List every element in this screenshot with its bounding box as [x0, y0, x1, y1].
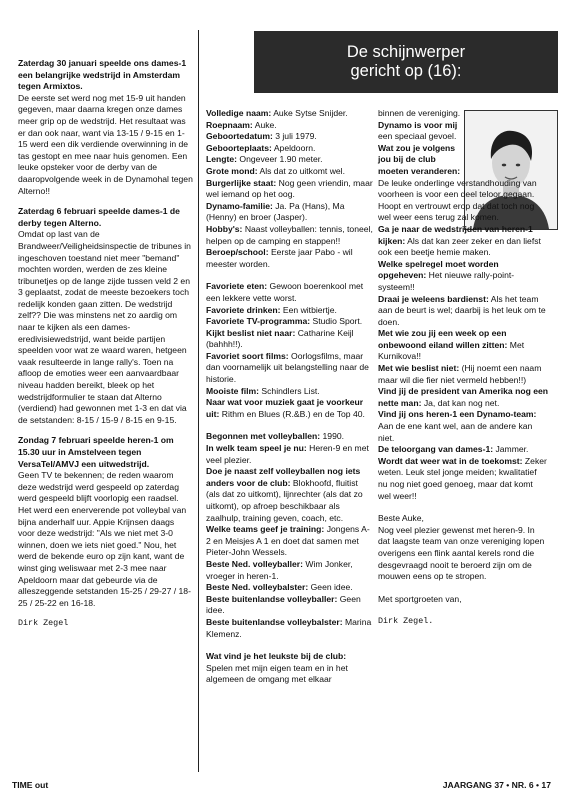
interview-answer: Auke.	[254, 119, 277, 130]
interview-column-right	[378, 108, 548, 628]
interview-answer: Auke Sytse Snijder.	[273, 108, 348, 118]
interview-entry	[378, 108, 464, 120]
interview-entry	[206, 351, 374, 386]
interview-question: Beste buitenlandse volleyballer:	[206, 593, 338, 604]
interview-answer: Heren-9 en met veel plezier.	[206, 443, 369, 465]
interview-entry	[378, 328, 548, 363]
interview-entry	[206, 201, 374, 224]
interview-answer: Ongeveer 1.90 meter.	[239, 154, 323, 165]
match-report-1-body: De eerste set werd nog met 15-9 uit handen gegeven, maar daarna kregen onze dames meer grip op de wedstrijd. Het resultaat was er dan ook naar, want via 13-15 / 9-15 en 1-15 werd een dik verdiende overwinning in de tas gestopt en mee naar huis genomen. Een leuke opsteker voor de derby van de daaropvolgende week in de Dynamohal tegen Alterno!!	[18, 92, 193, 196]
interview-question: Favoriete drinken:	[206, 304, 281, 315]
interview-answer: Nog geen vriendin, maar wel iemand op het oog.	[206, 177, 373, 200]
interview-question: Favoriete TV-programma:	[206, 316, 311, 327]
interview-answer: Gewoon boerenkool met een lekkere vette worst.	[206, 281, 364, 303]
interview-answer: binnen de vereniging.	[378, 108, 461, 118]
interview-entry	[378, 120, 464, 143]
interview-column	[206, 108, 374, 686]
interview-question: Naar wat voor muziek gaat je voorkeur uit:	[206, 397, 364, 419]
interview-question: Doe je naast zelf volleyballen nog iets anders voor de club:	[206, 466, 361, 488]
interview-answer: Geen idee.	[206, 593, 361, 616]
interview-question: Kijkt beslist niet naar:	[206, 327, 296, 338]
interview-right-narrow	[378, 108, 464, 178]
closing-greeting: Met sportgroeten van,	[378, 593, 462, 604]
interview-answer: Jongens A-2 en Meisjes A 1 en doet dat samen met Pieter-John Wessels.	[206, 524, 370, 558]
interview-answer: Studio Sport.	[312, 316, 363, 327]
interview-answer: (Hij noemt een naam maar wil die fier niet vermeld hebben!!)	[378, 363, 542, 385]
interview-question: Dynamo-familie:	[206, 200, 273, 211]
interview-question: Mooiste film:	[206, 385, 259, 396]
match-report-1	[18, 58, 193, 197]
interview-entry	[206, 178, 374, 201]
interview-entry	[206, 431, 374, 443]
interview-question: Met wie zou jij een week op een onbewoond eiland willen zitten:	[378, 328, 508, 350]
interview-question: Wordt dat weer wat in de toekomst:	[378, 455, 523, 466]
interview-entry	[206, 443, 374, 466]
interview-answer: Het nieuwe rally-point-systeem!!	[378, 270, 515, 292]
interview-entry	[206, 651, 374, 686]
interview-answer: een speciaal gevoel.	[378, 131, 457, 142]
interview-entry	[206, 397, 374, 420]
interview-answer: Als dat zo uitkomt wel.	[259, 165, 345, 176]
spacer	[206, 270, 374, 281]
column-divider	[198, 30, 199, 772]
spacer	[206, 420, 374, 431]
interview-entry	[206, 143, 374, 155]
interview-question: Wat zou je volgens jou bij de club moeten veranderen:	[378, 142, 461, 176]
interview-question: Wat vind je het leukste bij de club:	[206, 651, 347, 662]
interview-entry	[206, 305, 374, 317]
interview-entry	[206, 524, 374, 559]
interview-answer: Jammer.	[495, 444, 529, 455]
interview-answer: Blokhoofd, fluitist (als dat zo uitkomt), lijnrechter (als dat zo uitkomt), op afroep beschikbaar als zaalhulp, training geven, coach, etc.	[206, 477, 363, 523]
spotlight-header	[254, 31, 558, 93]
spacer	[206, 640, 374, 651]
interview-entry	[378, 409, 548, 444]
footer-magazine-title: TIME out	[12, 780, 49, 790]
interview-question: Welke spelregel moet worden opgeheven:	[378, 258, 499, 281]
interview-question: Vind jij ons heren-1 een Dynamo-team:	[378, 409, 537, 420]
interview-entry	[206, 247, 374, 270]
interview-question: Roepnaam:	[206, 119, 253, 130]
interview-question: Beste Ned. volleyballer:	[206, 558, 303, 569]
interview-answer: 1990.	[322, 431, 345, 442]
interview-entry	[206, 559, 374, 582]
interview-entry	[378, 386, 548, 409]
interview-question: Beroep/school:	[206, 247, 269, 258]
interview-question: Hobby's:	[206, 223, 243, 234]
interview-question: In welk team speel je nu:	[206, 443, 307, 454]
interview-question: Welke teams geef je training:	[206, 524, 325, 535]
interview-answer: Als het team aan de beurt is wel; daarbij is het leuk om te doen.	[378, 293, 546, 327]
interview-entry	[206, 120, 374, 132]
interview-answer: Geen idee.	[310, 582, 353, 593]
interview-answer: Marina Klemenz.	[206, 616, 372, 639]
interview-entry	[206, 154, 374, 166]
interview-question: Begonnen met volleyballen:	[206, 431, 321, 442]
interview-question: Grote mond:	[206, 165, 258, 176]
interview-answer: Oorlogsfilms, maar dan voornamelijk uit belangstelling naar de historie.	[206, 350, 369, 385]
interview-question: Volledige naam:	[206, 108, 272, 118]
interview-answer: Apeldoorn.	[273, 142, 316, 153]
left-column	[18, 58, 193, 630]
interview-entry	[378, 259, 548, 294]
interview-entry	[206, 166, 374, 178]
interview-answer: Ja. Pa (Hans), Ma (Henny) en broer (Jasper).	[206, 200, 345, 223]
interview-answer: 3 juli 1979.	[275, 131, 317, 142]
interview-question: Draai je weleens bardienst:	[378, 293, 489, 304]
interview-answer: Ja, dat kan nog net.	[423, 397, 500, 408]
interview-entry	[378, 224, 548, 259]
interview-entry	[378, 444, 548, 456]
interview-entry	[206, 224, 374, 247]
interview-entry	[206, 281, 374, 304]
interview-answer: Eerste jaar Pabo - wil meester worden.	[206, 247, 353, 269]
interview-answer: Wim Jonker, vroeger in heren-1.	[206, 558, 353, 581]
interview-entry	[206, 617, 374, 640]
interview-question: Geboortedatum:	[206, 131, 273, 142]
interview-entry	[206, 386, 374, 398]
match-report-3	[18, 435, 193, 609]
match-report-2-body: Omdat op last van de Brandweer/Veiligheidsinspectie de tribunes in ingeschoven toestand niet meer "bemand" mochten worden, werden de zes kleine tribunetjes op de lange zijde tussen veld 2 en 3 geplaatst, zodat de meeste bezoekers toch redelijk konden gaan zitten. De wedstrijd zelf?? Die was minstens net zo aardig om naar te kijken als een dames-eredivisiewedstrijd, want beide partijen speelden voor wat ze waard waren, hetgeen vaak resulteerde in lange rally's. Toen na afloop de emoties weer een aanvaardbaar niveau hadden bereikt, bleek op het wedstrijdformulier te staan dat Alterno (verdiend) had gewonnen met 1-3 en dat via de setstanden: 8-15 / 15-9 / 8-15 en 9-15.	[18, 229, 191, 425]
match-report-2	[18, 206, 193, 426]
interview-question: Favoriet soort films:	[206, 350, 289, 361]
match-report-1-heading: Zaterdag 30 januari speelde ons dames-1 een belangrijke wedstrijd in Amsterdam tegen Armixtos.	[18, 58, 187, 92]
interview-entry	[206, 108, 374, 120]
interview-answer: Schindlers List.	[261, 385, 320, 396]
interview-entry	[206, 316, 374, 328]
spotlight-title-line1: De schijnwerper	[346, 43, 466, 61]
interview-question: Vind jij de president van Amerika nog een nette man:	[378, 386, 549, 408]
interview-entry	[378, 143, 464, 178]
closing-body: Nog veel plezier gewenst met heren-9. In dat laagste team van onze vereniging lopen overigens een flink aantal kerels rond die desgevraagd nooit te beroerd zijn om de mouwen eens op te stropen.	[378, 524, 545, 582]
interview-entry	[206, 594, 374, 617]
interview-answer: Catharine Keijl (bahhh!!).	[206, 327, 354, 350]
interview-question: De teloorgang van dames-1:	[378, 444, 494, 455]
interview-question: Dynamo is voor mij	[378, 119, 458, 130]
interview-entry	[206, 582, 374, 594]
footer-issue-info: JAARGANG 37 • NR. 6 • 17	[442, 780, 551, 790]
closing-salutation: Beste Auke,	[378, 513, 424, 524]
right-signature: Dirk Zegel.	[378, 616, 434, 627]
interview-answer: Met Kurnikova!!	[378, 339, 525, 362]
interview-entry	[378, 363, 548, 386]
interview-entry	[378, 294, 548, 329]
interview-question: Geboorteplaats:	[206, 142, 272, 153]
interview-question: Beste Ned. volleybalster:	[206, 582, 309, 593]
match-report-2-heading: Zaterdag 6 februari speelde dames-1 de derby tegen Alterno.	[18, 206, 180, 228]
match-report-3-body: Geen TV te bekennen; de reden waarom deze wedstrijd werd gespeeld op zaterdag werd gespeeld blijft voorlopig een raadsel. Het werd een enerverende pot volleybal van bijna anderhalf uur. Appie Krijnsen daags voor deze wedstrijd: "Als we niet met 3-0 winnen, doen we iets niet goed." Nou, het werd de bekende euro op zijn kant, want de winst ging weliswaar met 2-3 mee naar Apeldoorn maar dat gebeurde via de alleszeggende setstanden 15-25 / 29-27 / 18-25 / 25-22 en 16-18.	[18, 470, 191, 608]
interview-answer: Spelen met mijn eigen team en in het algemeen de omgang met elkaar	[206, 662, 348, 685]
interview-entry	[206, 466, 374, 524]
interview-entry	[206, 328, 374, 351]
interview-answer: De leuke onderlinge verstandhouding van voorheen is voor een deel teloor gegaan. Hoopt en vertrouwt erop dat dat toch nog wel weer eens terug zal komen.	[378, 177, 537, 223]
interview-question: Beste buitenlandse volleybalster:	[206, 616, 343, 627]
interview-answer: Een witbiertje.	[282, 304, 337, 315]
interview-entry	[378, 178, 548, 224]
interview-entry	[378, 456, 548, 502]
left-signature: Dirk Zegel	[18, 618, 69, 629]
spotlight-title-line2: gericht op (16):	[350, 62, 462, 80]
interview-question: Favoriete eten:	[206, 281, 268, 292]
match-report-3-heading: Zondag 7 februari speelde heren-1 om 15.30 uur in Amstelveen tegen VersaTel/AMVJ een uitwedstrijd.	[18, 435, 174, 469]
interview-entry	[206, 131, 374, 143]
interview-question: Ga je naar de wedstrijden van heren-1 kijken:	[378, 223, 533, 246]
interview-answer: Naast volleyballen: tennis, toneel, helpen op de camping en stappen!!	[206, 223, 373, 246]
interview-answer: Rithm en Blues (R.&B.) en de Top 40.	[221, 408, 365, 419]
interview-right-items	[378, 178, 548, 503]
interview-answer: Als dat kan zeer zeker en dan liefst ook een beetje hemie maken.	[378, 235, 541, 258]
interview-question: Burgerlijke staat:	[206, 177, 277, 188]
interview-question: Lengte:	[206, 154, 238, 165]
interview-question: Met wie beslist niet:	[378, 363, 460, 374]
interview-answer: Aan de ene kant wel, aan de andere kan niet.	[378, 421, 533, 443]
interview-answer: Zeker weten. Leuk stel jonge meiden; kwalitatief nu nog niet goed genoeg, maar dat komt wel weer!!	[378, 455, 547, 501]
